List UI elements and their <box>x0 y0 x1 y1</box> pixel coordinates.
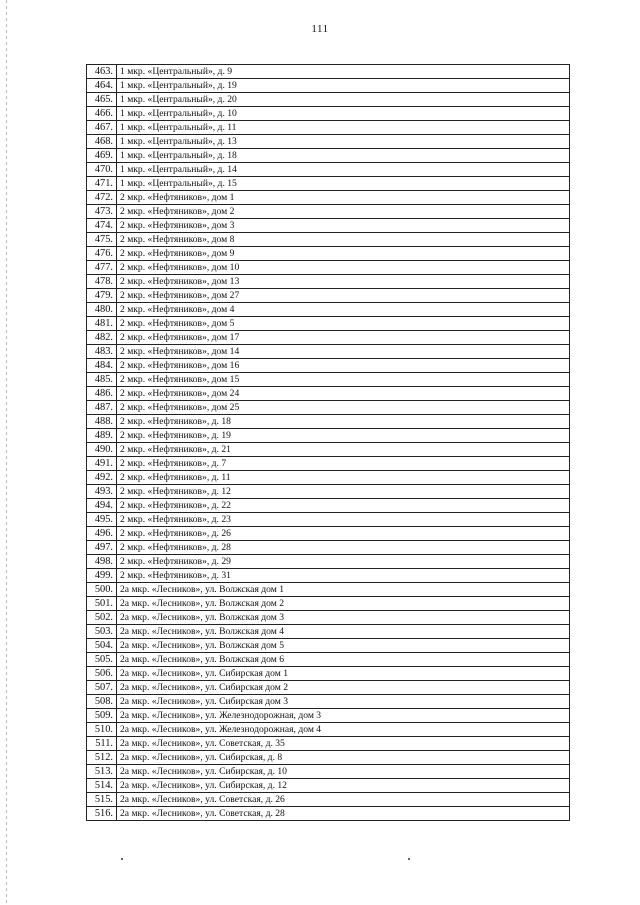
row-address: 2а мкр. «Лесников», ул. Сибирская дом 1 <box>117 667 570 681</box>
row-address: 2 мкр. «Нефтяников», дом 4 <box>117 303 570 317</box>
row-number: 474. <box>87 219 117 233</box>
row-number: 488. <box>87 415 117 429</box>
table-row <box>87 485 570 499</box>
row-address: 1 мкр. «Центральный», д. 11 <box>117 121 570 135</box>
row-number: 489. <box>87 429 117 443</box>
row-address: 1 мкр. «Центральный», д. 10 <box>117 107 570 121</box>
row-address: 2 мкр. «Нефтяников», дом 9 <box>117 247 570 261</box>
row-address: 2 мкр. «Нефтяников», д. 19 <box>117 429 570 443</box>
table-row <box>87 247 570 261</box>
row-number: 499. <box>87 569 117 583</box>
table-row <box>87 779 570 793</box>
row-number: 473. <box>87 205 117 219</box>
row-address: 2а мкр. «Лесников», ул. Волжская дом 3 <box>117 611 570 625</box>
row-address: 2 мкр. «Нефтяников», дом 16 <box>117 359 570 373</box>
row-address: 2 мкр. «Нефтяников», д. 21 <box>117 443 570 457</box>
scan-speck <box>121 858 123 860</box>
table-row <box>87 331 570 345</box>
table-row <box>87 807 570 821</box>
row-address: 2а мкр. «Лесников», ул. Советская, д. 35 <box>117 737 570 751</box>
row-number: 498. <box>87 555 117 569</box>
table-row <box>87 359 570 373</box>
row-address: 2 мкр. «Нефтяников», дом 15 <box>117 373 570 387</box>
table-row <box>87 233 570 247</box>
row-number: 470. <box>87 163 117 177</box>
table-row <box>87 303 570 317</box>
row-address: 2а мкр. «Лесников», ул. Советская, д. 26 <box>117 793 570 807</box>
row-number: 487. <box>87 401 117 415</box>
row-number: 481. <box>87 317 117 331</box>
row-address: 2 мкр. «Нефтяников», дом 25 <box>117 401 570 415</box>
row-number: 493. <box>87 485 117 499</box>
row-number: 503. <box>87 625 117 639</box>
row-address: 1 мкр. «Центральный», д. 20 <box>117 93 570 107</box>
table-row <box>87 415 570 429</box>
row-number: 513. <box>87 765 117 779</box>
row-address: 1 мкр. «Центральный», д. 13 <box>117 135 570 149</box>
row-number: 505. <box>87 653 117 667</box>
row-number: 504. <box>87 639 117 653</box>
table-row <box>87 569 570 583</box>
row-address: 2 мкр. «Нефтяников», д. 18 <box>117 415 570 429</box>
row-address: 2а мкр. «Лесников», ул. Советская, д. 28 <box>117 807 570 821</box>
row-number: 497. <box>87 541 117 555</box>
row-address: 2 мкр. «Нефтяников», д. 11 <box>117 471 570 485</box>
row-number: 509. <box>87 709 117 723</box>
row-number: 500. <box>87 583 117 597</box>
table-row <box>87 611 570 625</box>
row-number: 492. <box>87 471 117 485</box>
page-number: 111 <box>311 23 329 35</box>
table-row <box>87 429 570 443</box>
row-number: 510. <box>87 723 117 737</box>
row-number: 496. <box>87 527 117 541</box>
row-address: 2а мкр. «Лесников», ул. Сибирская, д. 8 <box>117 751 570 765</box>
table-row <box>87 443 570 457</box>
row-address: 2 мкр. «Нефтяников», дом 13 <box>117 275 570 289</box>
row-address: 2 мкр. «Нефтяников», дом 8 <box>117 233 570 247</box>
row-address: 2 мкр. «Нефтяников», дом 2 <box>117 205 570 219</box>
table-row <box>87 219 570 233</box>
table-row <box>87 149 570 163</box>
table-row <box>87 597 570 611</box>
row-number: 490. <box>87 443 117 457</box>
row-address: 2 мкр. «Нефтяников», д. 26 <box>117 527 570 541</box>
row-address: 2 мкр. «Нефтяников», д. 28 <box>117 541 570 555</box>
row-address: 2а мкр. «Лесников», ул. Железнодорожная, дом 4 <box>117 723 570 737</box>
row-number: 475. <box>87 233 117 247</box>
table-row <box>87 555 570 569</box>
row-number: 483. <box>87 345 117 359</box>
row-number: 479. <box>87 289 117 303</box>
table-row <box>87 583 570 597</box>
row-number: 465. <box>87 93 117 107</box>
row-address: 2 мкр. «Нефтяников», д. 7 <box>117 457 570 471</box>
table-row <box>87 541 570 555</box>
scan-edge <box>6 0 7 905</box>
row-number: 478. <box>87 275 117 289</box>
table-row <box>87 499 570 513</box>
table-row <box>87 681 570 695</box>
table-row <box>87 457 570 471</box>
row-number: 514. <box>87 779 117 793</box>
row-address: 1 мкр. «Центральный», д. 19 <box>117 79 570 93</box>
row-address: 2 мкр. «Нефтяников», д. 31 <box>117 569 570 583</box>
table-row <box>87 317 570 331</box>
address-table <box>86 64 570 821</box>
row-address: 1 мкр. «Центральный», д. 18 <box>117 149 570 163</box>
table-row <box>87 275 570 289</box>
table-row <box>87 709 570 723</box>
table-row <box>87 289 570 303</box>
row-number: 469. <box>87 149 117 163</box>
row-number: 485. <box>87 373 117 387</box>
table-row <box>87 177 570 191</box>
table-row <box>87 639 570 653</box>
row-address: 2а мкр. «Лесников», ул. Сибирская дом 3 <box>117 695 570 709</box>
row-address: 1 мкр. «Центральный», д. 9 <box>117 65 570 79</box>
row-number: 480. <box>87 303 117 317</box>
row-number: 486. <box>87 387 117 401</box>
row-number: 507. <box>87 681 117 695</box>
row-address: 2 мкр. «Нефтяников», дом 27 <box>117 289 570 303</box>
row-number: 494. <box>87 499 117 513</box>
row-number: 463. <box>87 65 117 79</box>
row-address: 2 мкр. «Нефтяников», д. 29 <box>117 555 570 569</box>
row-number: 512. <box>87 751 117 765</box>
table-row <box>87 121 570 135</box>
row-number: 466. <box>87 107 117 121</box>
row-number: 484. <box>87 359 117 373</box>
row-address: 2 мкр. «Нефтяников», дом 1 <box>117 191 570 205</box>
table-row <box>87 107 570 121</box>
row-address: 2а мкр. «Лесников», ул. Железнодорожная, дом 3 <box>117 709 570 723</box>
table-row <box>87 765 570 779</box>
row-number: 468. <box>87 135 117 149</box>
table-row <box>87 135 570 149</box>
row-number: 508. <box>87 695 117 709</box>
table-row <box>87 261 570 275</box>
table-row <box>87 191 570 205</box>
row-number: 516. <box>87 807 117 821</box>
row-number: 471. <box>87 177 117 191</box>
row-address: 2 мкр. «Нефтяников», дом 3 <box>117 219 570 233</box>
row-address: 2а мкр. «Лесников», ул. Волжская дом 1 <box>117 583 570 597</box>
row-address: 1 мкр. «Центральный», д. 15 <box>117 177 570 191</box>
row-number: 502. <box>87 611 117 625</box>
row-address: 2а мкр. «Лесников», ул. Волжская дом 2 <box>117 597 570 611</box>
row-address: 2а мкр. «Лесников», ул. Сибирская, д. 12 <box>117 779 570 793</box>
row-number: 506. <box>87 667 117 681</box>
table-row <box>87 695 570 709</box>
table-row <box>87 737 570 751</box>
table-row <box>87 93 570 107</box>
table-row <box>87 373 570 387</box>
row-number: 476. <box>87 247 117 261</box>
row-number: 495. <box>87 513 117 527</box>
scan-speck <box>408 858 410 860</box>
row-number: 482. <box>87 331 117 345</box>
row-address: 2 мкр. «Нефтяников», дом 14 <box>117 345 570 359</box>
row-address: 2 мкр. «Нефтяников», дом 24 <box>117 387 570 401</box>
row-address: 2 мкр. «Нефтяников», д. 12 <box>117 485 570 499</box>
row-number: 477. <box>87 261 117 275</box>
row-number: 511. <box>87 737 117 751</box>
row-number: 491. <box>87 457 117 471</box>
table-row <box>87 751 570 765</box>
row-number: 515. <box>87 793 117 807</box>
row-address: 2 мкр. «Нефтяников», дом 10 <box>117 261 570 275</box>
row-number: 464. <box>87 79 117 93</box>
row-address: 2а мкр. «Лесников», ул. Волжская дом 5 <box>117 639 570 653</box>
table-row <box>87 65 570 79</box>
row-number: 501. <box>87 597 117 611</box>
row-address: 2 мкр. «Нефтяников», дом 5 <box>117 317 570 331</box>
row-address: 2 мкр. «Нефтяников», дом 17 <box>117 331 570 345</box>
row-address: 2 мкр. «Нефтяников», д. 22 <box>117 499 570 513</box>
table-row <box>87 79 570 93</box>
row-address: 2а мкр. «Лесников», ул. Волжская дом 6 <box>117 653 570 667</box>
address-table-body <box>87 65 570 821</box>
table-row <box>87 667 570 681</box>
row-address: 2а мкр. «Лесников», ул. Сибирская дом 2 <box>117 681 570 695</box>
row-address: 2а мкр. «Лесников», ул. Сибирская, д. 10 <box>117 765 570 779</box>
table-row <box>87 471 570 485</box>
table-row <box>87 205 570 219</box>
row-number: 472. <box>87 191 117 205</box>
table-row <box>87 387 570 401</box>
table-row <box>87 625 570 639</box>
table-row <box>87 345 570 359</box>
row-number: 467. <box>87 121 117 135</box>
table-row <box>87 513 570 527</box>
row-address: 2а мкр. «Лесников», ул. Волжская дом 4 <box>117 625 570 639</box>
table-row <box>87 401 570 415</box>
table-row <box>87 527 570 541</box>
table-row <box>87 653 570 667</box>
table-row <box>87 793 570 807</box>
table-row <box>87 723 570 737</box>
table-row <box>87 163 570 177</box>
row-address: 2 мкр. «Нефтяников», д. 23 <box>117 513 570 527</box>
row-address: 1 мкр. «Центральный», д. 14 <box>117 163 570 177</box>
